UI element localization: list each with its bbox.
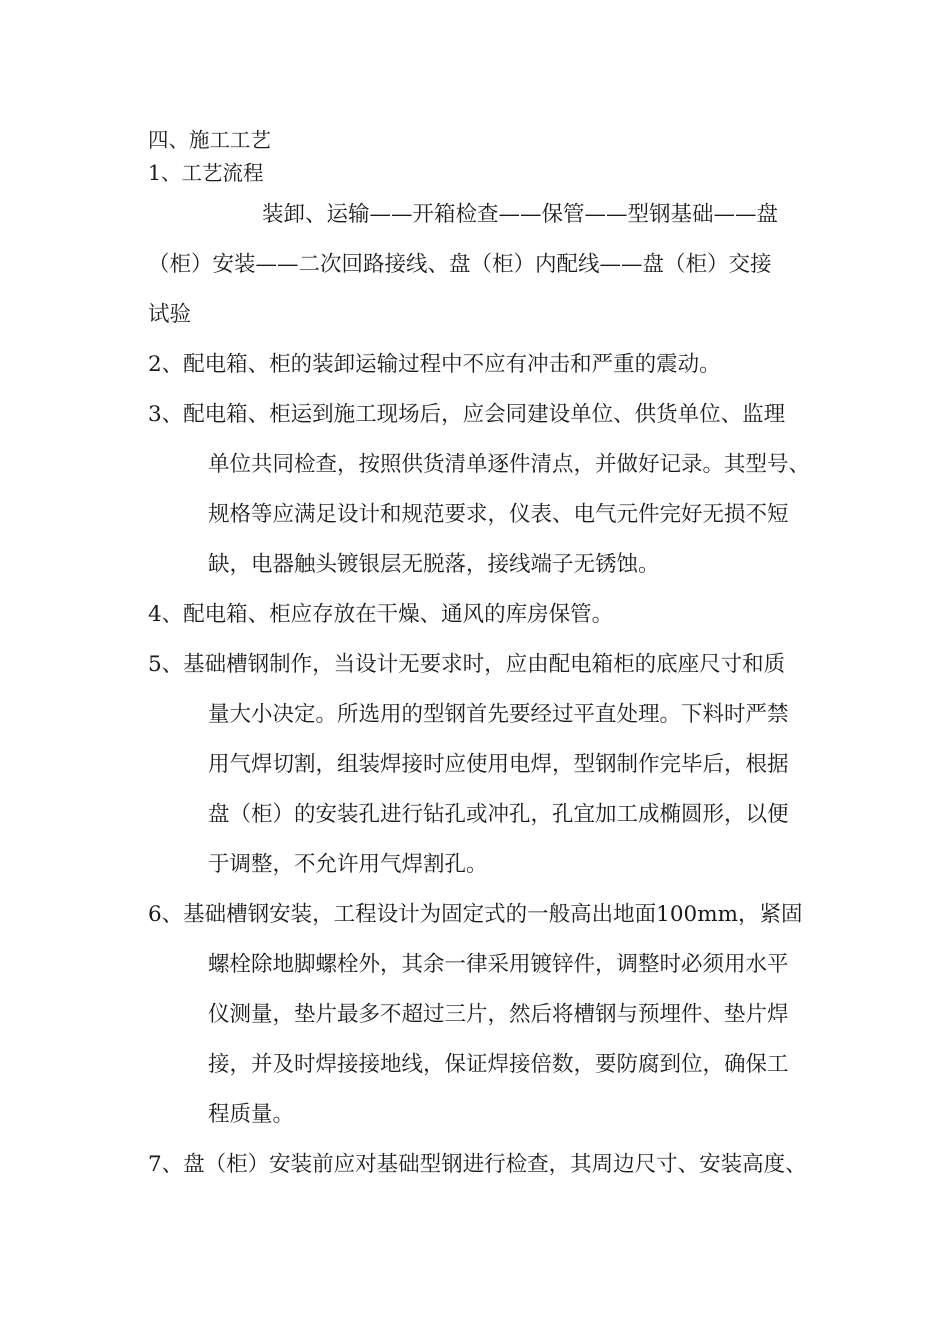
section-subtitle: 1、工艺流程 <box>148 161 264 185</box>
item-2-line: 2、配电箱、柜的装卸运输过程中不应有冲击和严重的震动。 <box>148 352 721 377</box>
item-5-line: 盘（柜）的安装孔进行钻孔或冲孔，孔宜加工成椭圆形，以便 <box>208 802 789 827</box>
item-6-line: 程质量。 <box>208 1102 295 1127</box>
item-3-line: 规格等应满足设计和规范要求，仪表、电气元件完好无损不短 <box>208 502 789 527</box>
item-6-line: 6、基础槽钢安装，工程设计为固定式的一般高出地面100mm，紧固 <box>148 902 803 927</box>
item-7-line: 7、盘（柜）安装前应对基础型钢进行检查，其周边尺寸、安装高度、 <box>148 1152 807 1177</box>
flow-line: （柜）安装——二次回路接线、盘（柜）内配线——盘（柜）交接 <box>148 252 772 277</box>
flow-line: 试验 <box>148 302 192 327</box>
section-title: 四、施工工艺 <box>148 128 271 152</box>
item-5-line: 于调整，不允许用气焊割孔。 <box>208 852 488 877</box>
item-5-line: 用气焊切割，组装焊接时应使用电焊，型钢制作完毕后，根据 <box>208 752 789 777</box>
item-5-line: 5、基础槽钢制作，当设计无要求时，应由配电箱柜的底座尺寸和质 <box>148 652 786 677</box>
item-6-line: 接，并及时焊接接地线，保证焊接倍数，要防腐到位，确保工 <box>208 1052 789 1077</box>
item-5-line: 量大小决定。所选用的型钢首先要经过平直处理。下料时严禁 <box>208 702 789 727</box>
item-3-line: 单位共同检查，按照供货清单逐件清点，并做好记录。其型号、 <box>208 452 811 477</box>
item-6-line: 仪测量，垫片最多不超过三片，然后将槽钢与预埋件、垫片焊 <box>208 1002 789 1027</box>
item-3-line: 缺，电器触头镀银层无脱落，接线端子无锈蚀。 <box>208 552 660 577</box>
item-6-line: 螺栓除地脚螺栓外，其余一律采用镀锌件，调整时必须用水平 <box>208 952 789 977</box>
flow-line: 装卸、运输——开箱检查——保管——型钢基础——盘 <box>262 202 779 227</box>
item-3-line: 3、配电箱、柜运到施工现场后，应会同建设单位、供货单位、监理 <box>148 402 786 427</box>
item-4-line: 4、配电箱、柜应存放在干燥、通风的库房保管。 <box>148 602 614 627</box>
